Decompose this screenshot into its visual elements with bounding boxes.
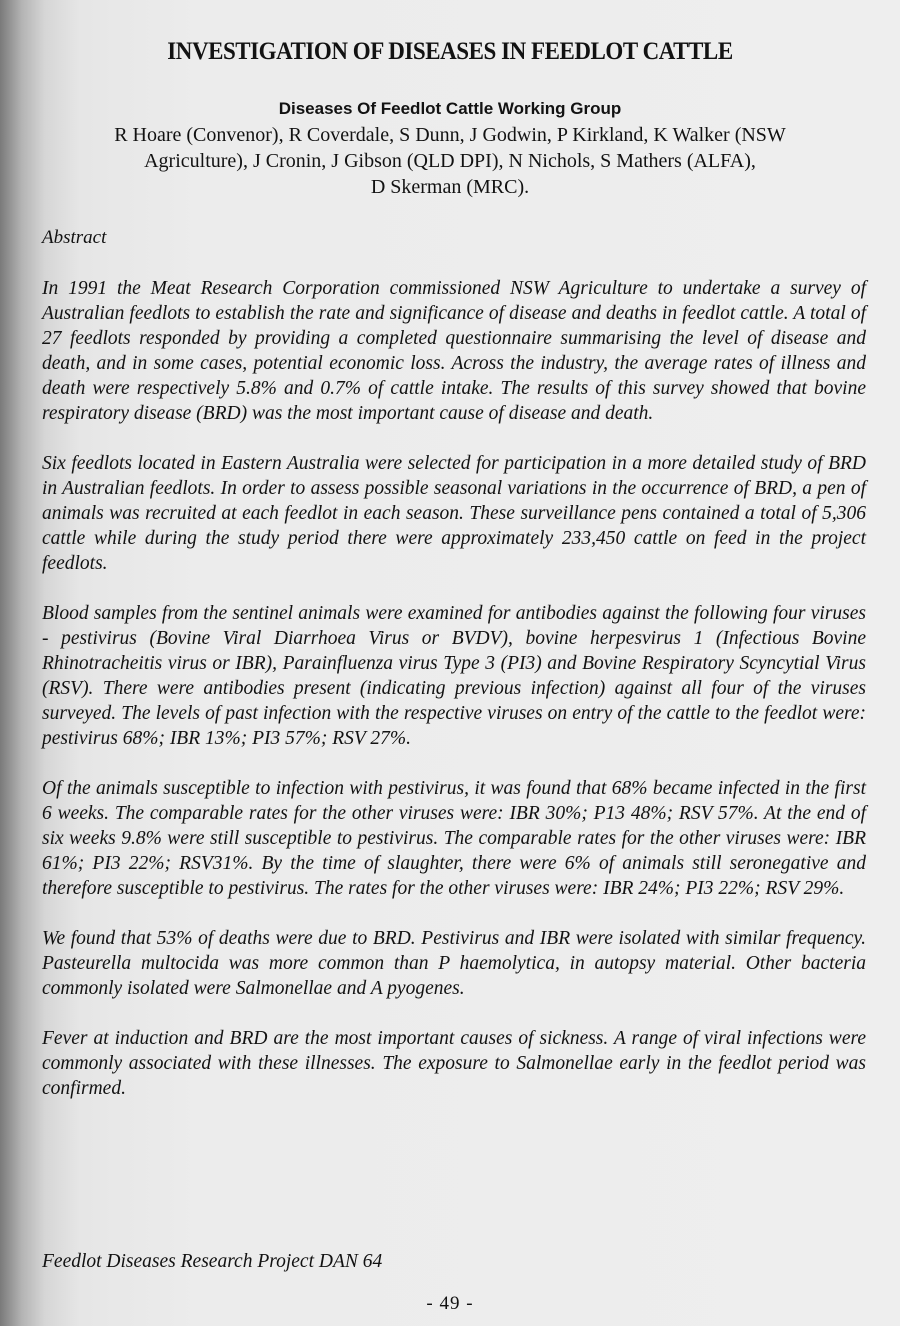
abstract-paragraph-4: Of the animals susceptible to infection with pestivirus, it was found that 68% became infected in the first 6 weeks. The comparable rates for the other viruses were: IBR 30%; P13 48%; RSV 57%. At the end of six weeks 9.8% were still susceptible to pestivirus. The comparable rates for the other viruses were: IBR 61%; PI3 22%; RSV31%. By the time of slaughter, there were 6% of animals still seronegative and therefore susceptible to pestivirus. The rates for the other viruses were: IBR 24%; PI3 22%; RSV 29%. (42, 778, 866, 899)
abstract-heading: Abstract (42, 227, 107, 248)
author-line-2: Agriculture), J Cronin, J Gibson (QLD DPI), N Nichols, S Mathers (ALFA), (144, 150, 756, 172)
author-list (40, 122, 860, 200)
abstract-paragraph-5: We found that 53% of deaths were due to BRD. Pestivirus and IBR were isolated with similar frequency. Pasteurella multocida was more common than P haemolytica, in autopsy material. Other bacteria commonly isolated were Salmonellae and A pyogenes. (42, 928, 866, 999)
abstract-body (42, 276, 866, 1126)
abstract-paragraph-6: Fever at induction and BRD are the most important causes of sickness. A range of viral infections were commonly associated with these illnesses. The exposure to Salmonellae early in the feedlot period was confirmed. (42, 1028, 866, 1099)
page-number: - 49 - (426, 1293, 474, 1314)
abstract-paragraph-2: Six feedlots located in Eastern Australia were selected for participation in a more detailed study of BRD in Australian feedlots. In order to assess possible seasonal variations in the occurrence of BRD, a pen of animals was recruited at each feedlot in each season. These surveillance pens contained a total of 5,306 cattle while during the study period there were approximately 233,450 cattle on feed in the project feedlots. (42, 453, 866, 574)
working-group: Diseases Of Feedlot Cattle Working Group (278, 99, 622, 118)
author-line-3: D Skerman (MRC). (370, 176, 530, 198)
abstract-paragraph-3: Blood samples from the sentinel animals were examined for antibodies against the following four viruses - pestivirus (Bovine Viral Diarrhoea Virus or BVDV), bovine herpesvirus 1 (Infectious Bovine Rhinotracheitis virus or IBR), Parainfluenza virus Type 3 (PI3) and Bovine Respiratory Scyncytial Virus (RSV). There were antibodies present (indicating previous infection) against all four of the viruses surveyed. The levels of past infection with the respective viruses on entry of the cattle to the feedlot were: pestivirus 68%; IBR 13%; PI3 57%; RSV 27%. (42, 603, 866, 749)
project-reference: Feedlot Diseases Research Project DAN 64 (42, 1251, 383, 1272)
author-line-1: R Hoare (Convenor), R Coverdale, S Dunn, J Godwin, P Kirkland, K Walker (NSW (114, 124, 786, 146)
paper-title: INVESTIGATION OF DISEASES IN FEEDLOT CATTLE (167, 38, 733, 65)
abstract-paragraph-1: In 1991 the Meat Research Corporation commissioned NSW Agriculture to undertake a survey of Australian feedlots to establish the rate and significance of disease and deaths in feedlot cattle. A total of 27 feedlots responded by providing a completed questionnaire summarising the level of disease and death, and in some cases, potential economic loss. Across the industry, the average rates of illness and death were respectively 5.8% and 0.7% of cattle intake. The results of this survey showed that bovine respiratory disease (BRD) was the most important cause of disease and death. (42, 278, 866, 424)
